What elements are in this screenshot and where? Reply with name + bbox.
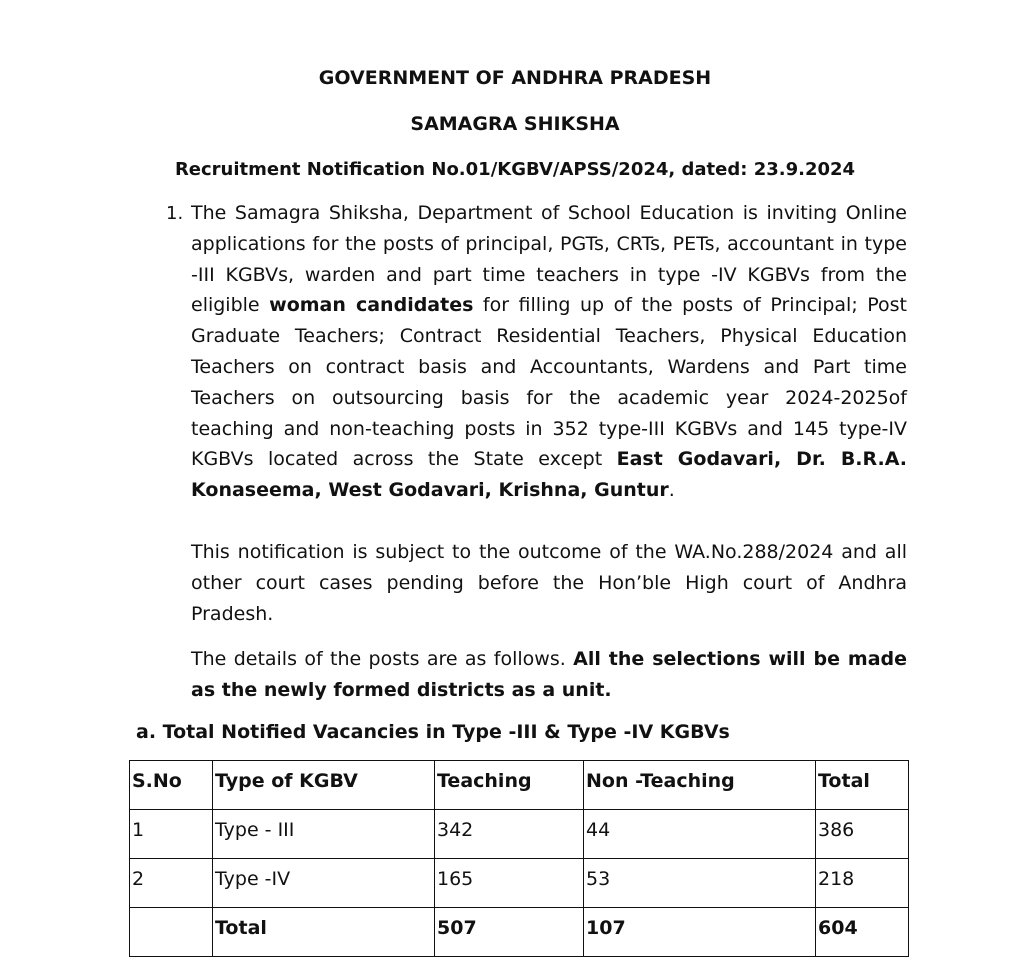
- table-cell: 507: [435, 908, 584, 957]
- table-row: [130, 859, 909, 908]
- notification-heading: Recruitment Notification No.01/KGBV/APSS/2024, dated: 23.9.2024: [174, 159, 856, 180]
- column-header-teaching: Teaching: [435, 761, 584, 810]
- intro-text-part-3: .: [668, 479, 675, 502]
- vacancies-section-title: a. Total Notified Vacancies in Type -III & Type -IV KGBVs: [136, 721, 730, 743]
- intro-paragraph: [191, 198, 907, 506]
- column-header-type: Type of KGBV: [213, 761, 435, 810]
- list-number: 1.: [166, 203, 184, 224]
- intro-text-part-2: for filling up of the posts of Principal; Post Graduate Teachers; Contract Residential Teachers, Physical Education Teachers on contract basis and Accountants, Wardens and Part time Teachers on outsourcing basis for the academic year 2024-2025of teaching and non-teaching posts in 352 type-III KGBVs and 145 type-IV KGBVs located across the State except: [191, 294, 907, 471]
- table-cell: 386: [816, 810, 909, 859]
- table-cell: 2: [130, 859, 213, 908]
- table-cell: 107: [584, 908, 816, 957]
- column-header-sno: S.No: [130, 761, 213, 810]
- table-cell: Type - III: [213, 810, 435, 859]
- government-heading: GOVERNMENT OF ANDHRA PRADESH: [318, 67, 712, 89]
- table-cell: 165: [435, 859, 584, 908]
- table-cell: Type -IV: [213, 859, 435, 908]
- table-cell: 342: [435, 810, 584, 859]
- table-cell: 44: [584, 810, 816, 859]
- column-header-total: Total: [816, 761, 909, 810]
- district-unit-emphasis: All the selections will be made as the newly formed districts as a unit.: [191, 648, 908, 701]
- vacancies-table: [129, 760, 909, 957]
- table-header-row: [130, 761, 909, 810]
- table-cell: 1: [130, 810, 213, 859]
- table-cell: 53: [584, 859, 816, 908]
- table-total-row: [130, 908, 909, 957]
- table-cell: 604: [816, 908, 909, 957]
- table-row: [130, 810, 909, 859]
- table-cell: 218: [816, 859, 909, 908]
- table-cell: [130, 908, 213, 957]
- post-details-text: The details of the posts are as follows.: [191, 648, 574, 670]
- table-cell: Total: [213, 908, 435, 957]
- department-heading: SAMAGRA SHIKSHA: [410, 113, 620, 135]
- woman-candidates-emphasis: woman candidates: [269, 294, 474, 317]
- excluded-districts-emphasis: East Godavari, Dr. B.R.A. Konaseema, West Godavari, Krishna, Guntur: [191, 448, 907, 502]
- intro-text-part-1: The Samagra Shiksha, Department of School Education is inviting Online applications for the posts of principal, PGTs, CRTs, PETs, accountant in type -III KGBVs, warden and part time teachers in type -IV KGBVs from the eligible: [191, 202, 907, 317]
- court-cases-paragraph: This notification is subject to the outcome of the WA.No.288/2024 and all other court cases pending before the Hon’ble High court of Andhra Pradesh.: [191, 541, 907, 625]
- column-header-non-teaching: Non -Teaching: [584, 761, 816, 810]
- post-details-paragraph: [191, 644, 907, 706]
